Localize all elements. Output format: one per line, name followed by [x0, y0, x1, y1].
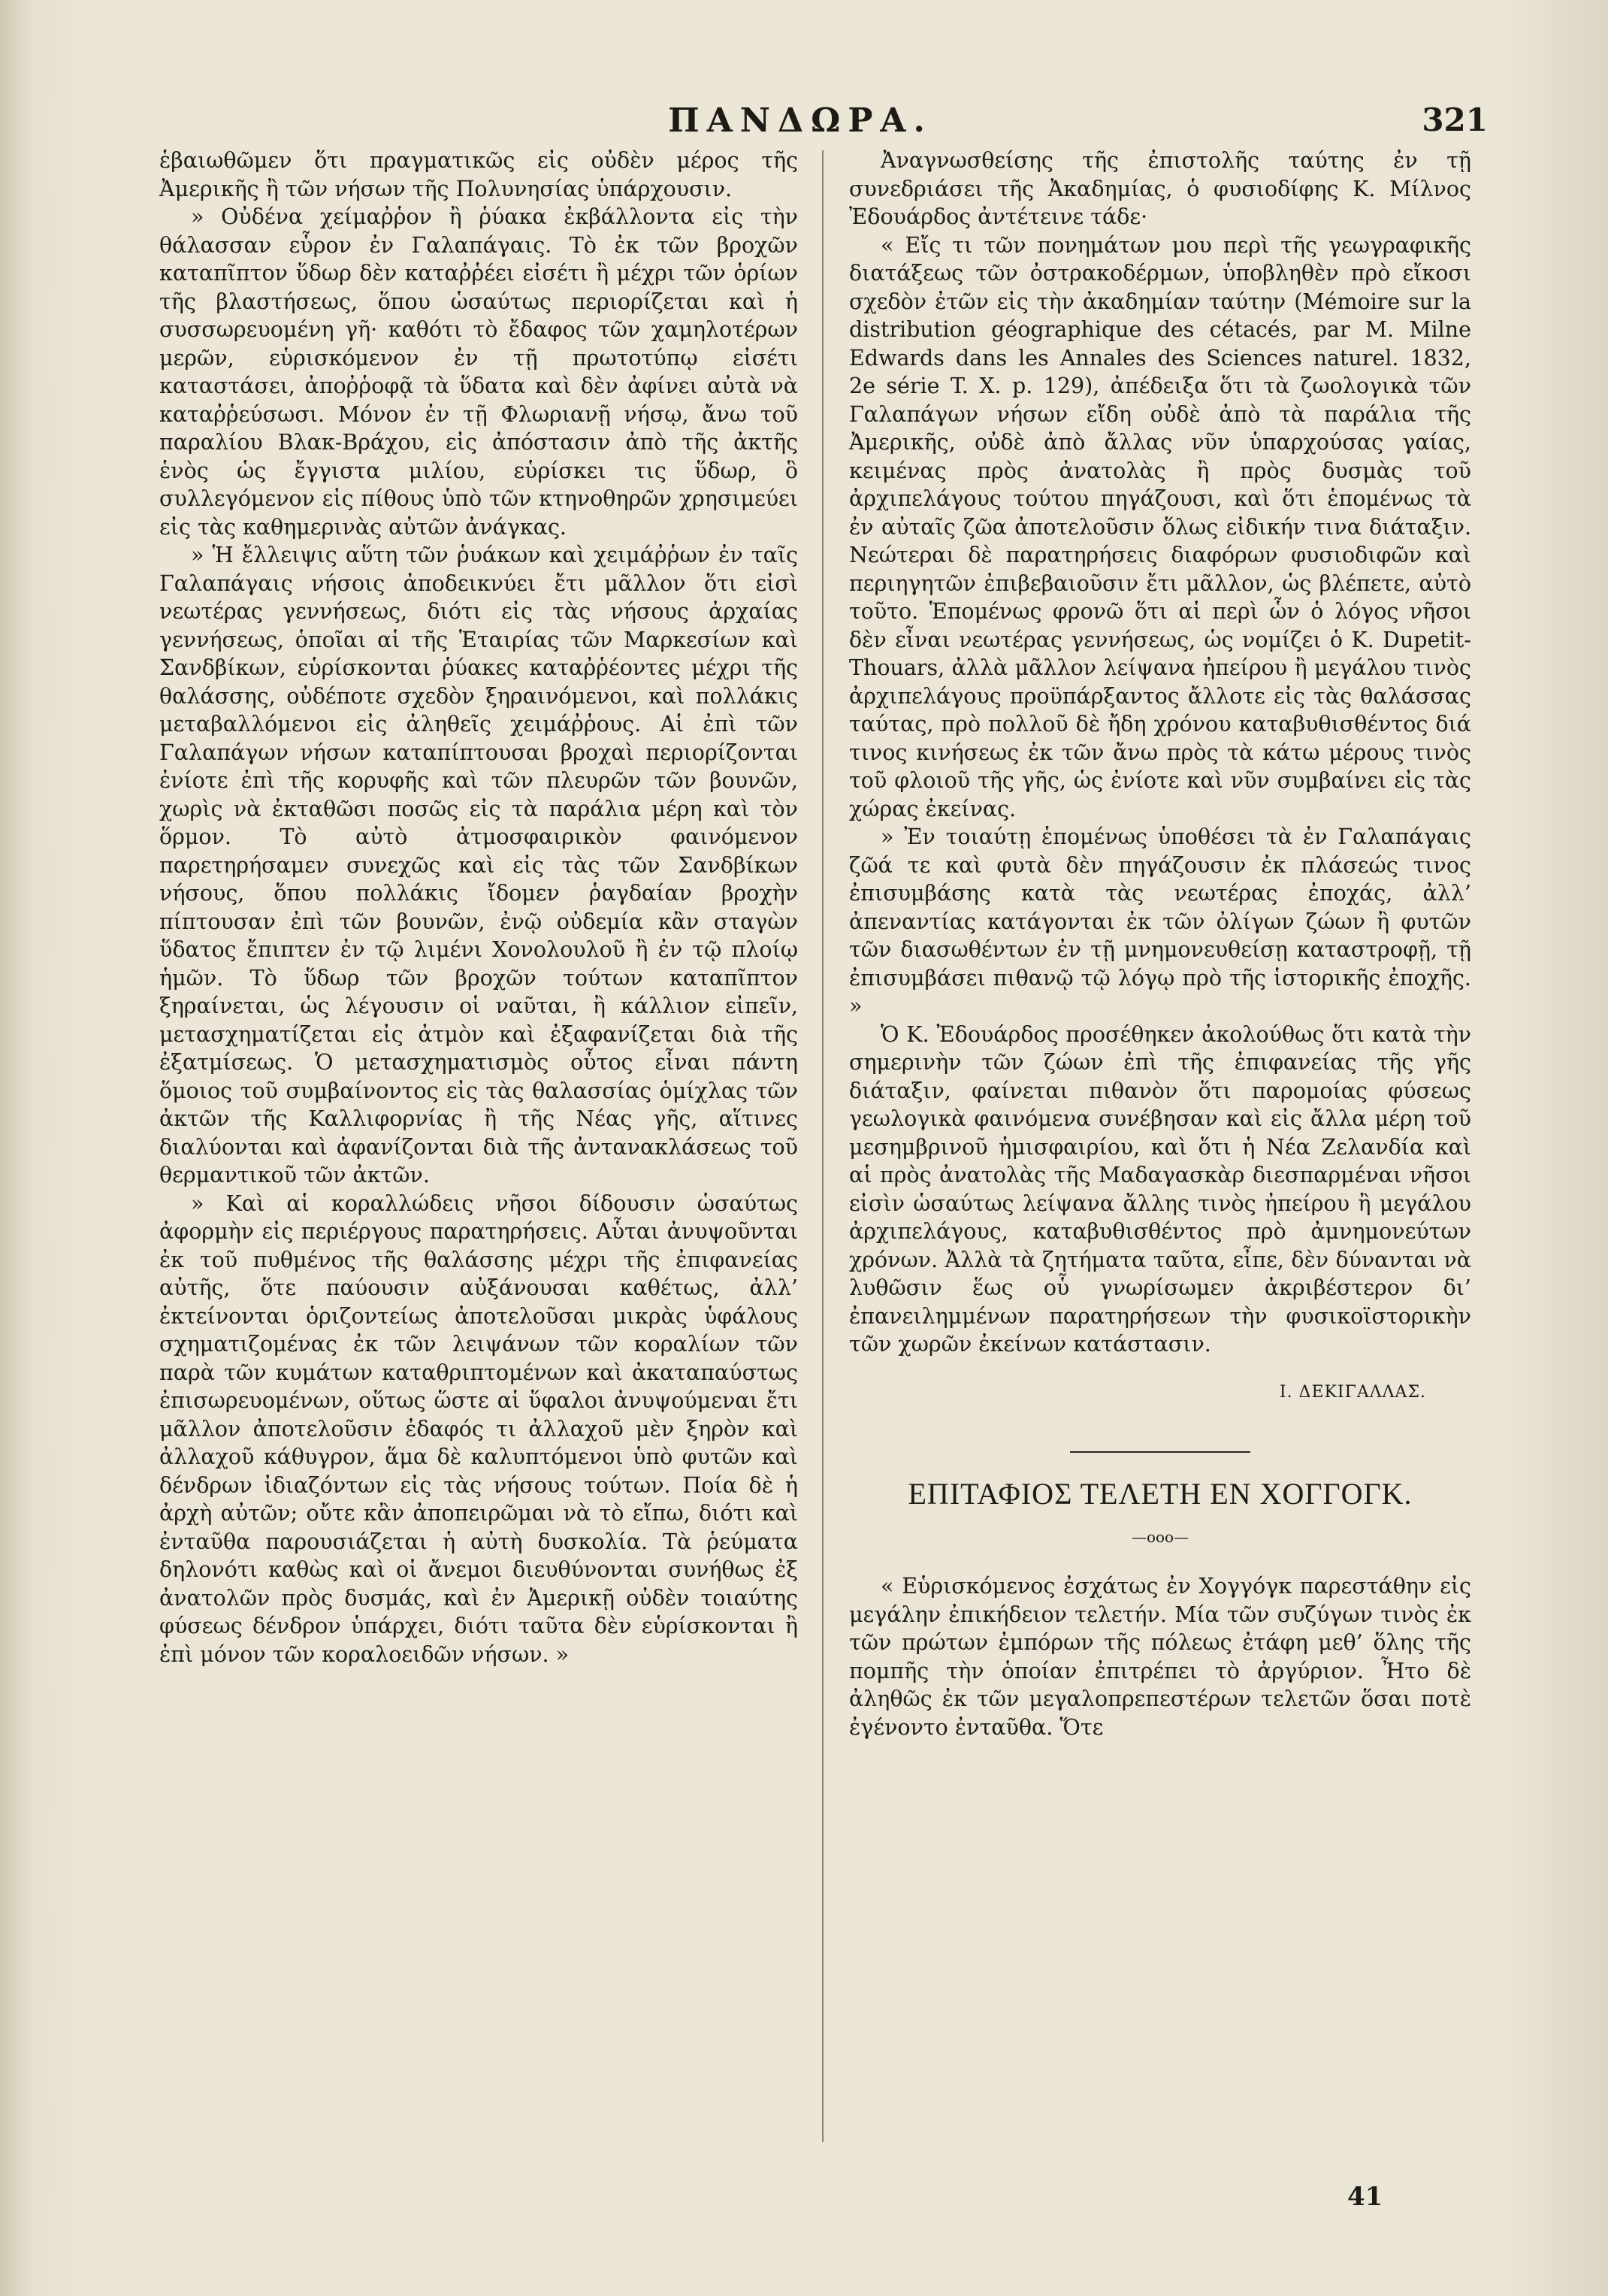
page-header — [113, 101, 1488, 147]
paragraph: Ὁ Κ. Ἐδουάρδος προσέθηκεν ἀκολούθως ὅτι κατὰ τὴν σημερινὴν τῶν ζώων ἐπὶ τῆς ἐπιφανείας τῆς γῆς διάταξιν, φαίνεται πιθανὸν ὅτι παρομοίας φύσεως γεωλογικὰ φαινόμενα συνέβησαν καὶ εἰς ἄλλα μέρη τοῦ μεσημβρινοῦ ἡμισφαιρίου, καὶ ὅτι ἡ Νέα Ζελανδία καὶ αἱ πρὸς ἀνατολὰς τῆς Μαδαγασκὰρ διεσπαρμέναι νῆσοι εἰσὶν ὡσαύτως λείψανα ἄλλης τινὸς ἠπείρου ἢ μεγάλου ἀρχιπελάγους, καταβυθισθέντος πρὸ ἀμνημονεύτων χρόνων. Ἀλλὰ τὰ ζητήματα ταῦτα, εἶπε, δὲν δύνανται νὰ λυθῶσιν ἕως οὗ γνωρίσωμεν ἀκριβέστερον δι’ ἐπανειλημμένων παρατηρήσεων τὴν φυσικοϊστορικὴν τῶν χωρῶν ἐκείνων κατάστασιν. — [849, 1021, 1471, 1357]
paragraph: » Οὐδένα χείμαῤῥον ἢ ῥύακα ἐκβάλλοντα εἰς τὴν θάλασσαν εὗρον ἐν Γαλαπάγαις. Τὸ ἐκ τῶν βροχῶν καταπῖπτον ὕδωρ δὲν καταῤῥέει εἰσέτι ἢ μέχρι τῶν ὁρίων τῆς βλαστήσεως, ὅπου ὡσαύτως περιορίζεται καὶ ἡ συσσωρευομένη γῆ· καθότι τὸ ἔδαφος τῶν χαμηλοτέρων μερῶν, εὑρισκόμενον ἐν τῇ πρωτοτύπῳ εἰσέτι καταστάσει, ἀποῤῥοφᾷ τὰ ὕδατα καὶ δὲν ἀφίνει αὐτὰ νὰ καταῤῥεύσωσι. Μόνον ἐν τῇ Φλωριανῇ νήσῳ, ἄνω τοῦ παραλίου Βλακ-Βράχου, εἰς ἀπόστασιν ἀπὸ τῆς ἀκτῆς ἑνὸς ὡς ἔγγιστα μιλίου, εὑρίσκει τις ὕδωρ, ὃ συλλεγόμενον εἰς πίθους ὑπὸ τῶν κτηνοθηρῶν χρησιμεύει εἰς τὰς καθημερινὰς αὐτῶν ἀνάγκας. — [159, 204, 798, 540]
paragraph: ἑβαιωθῶμεν ὅτι πραγματικῶς εἰς οὐδὲν μέρος τῆς Ἀμερικῆς ἢ τῶν νήσων τῆς Πολυνησίας ὑπάρχουσιν. — [159, 148, 798, 201]
column-divider — [822, 150, 824, 2142]
running-title: ΠΑΝΔΩΡΑ. — [668, 101, 932, 140]
page-number: 321 — [1422, 101, 1488, 138]
section-title: ΕΠΙΤΑΦΙΟΣ ΤΕΛΕΤΗ ΕΝ ΧΟΓΓΟΓΚ. — [908, 1477, 1413, 1511]
section-separator — [1070, 1451, 1250, 1453]
section-ornament: —ooo— — [1131, 1527, 1189, 1546]
paragraph: « Εὑρισκόμενος ἐσχάτως ἐν Χογγόγκ παρεστάθην εἰς μεγάλην ἐπικήδειον τελετήν. Μία τῶν συζύγων τινὸς ἐκ τῶν πρώτων ἐμπόρων τῆς πόλεως ἐτάφη μεθ’ ὅλης τῆς πομπῆς τὴν ὁποίαν ἐπιτρέπει τὸ ἀργύριον. Ἦτο δὲ ἀληθῶς ἐκ τῶν μεγαλοπρεπεστέρων τελετῶν ὅσαι ποτὲ ἐγένοντο ἐνταῦθα. Ὅτε — [849, 1574, 1471, 1740]
paragraph: » Ἡ ἔλλειψις αὕτη τῶν ῥυάκων καὶ χειμάῤῥων ἐν ταῖς Γαλαπάγαις νήσοις ἀποδεικνύει ἔτι μᾶλλον ὅτι εἰσὶ νεωτέρας γεννήσεως, διότι εἰς τὰς νήσους ἀρχαίας γεννήσεως, ὁποῖαι αἱ τῆς Ἑταιρίας τῶν Μαρκεσίων καὶ Σανδβίκων, εὑρίσκονται ῥύακες καταῤῥέοντες μέχρι τῆς θαλάσσης, οὐδέποτε σχεδὸν ξηραινόμενοι, καὶ πολλάκις μεταβαλλόμενοι εἰς ἀληθεῖς χειμάῤῥους. Αἱ ἐπὶ τῶν Γαλαπάγων νήσων καταπίπτουσαι βροχαὶ περιορίζονται ἐνίοτε ἐπὶ τῆς κορυφῆς καὶ τῶν πλευρῶν τῶν βουνῶν, χωρὶς νὰ ἐκταθῶσι ποσῶς εἰς τὰ παράλια μέρη καὶ τὸν ὅρμον. Τὸ αὐτὸ ἀτμοσφαιρικὸν φαινόμενον παρετηρήσαμεν συνεχῶς καὶ εἰς τὰς τῶν Σανδβίκων νήσους, ὅπου πολλάκις ἴδομεν ῥαγδαίαν βροχὴν πίπτουσαν ἐπὶ τῶν βουνῶν, ἐνῷ οὐδεμία κἂν σταγὼν ὕδατος ἔπιπτεν ἐν τῷ λιμένι Χονολουλοῦ ἢ ἐν τῷ πλοίῳ ἡμῶν. Τὸ ὕδωρ τῶν βροχῶν τούτων καταπῖπτον ξηραίνεται, ὡς λέγουσιν οἱ ναῦται, ἢ κάλλιον εἰπεῖν, μετασχηματίζεται εἰς ἀτμὸν καὶ ἐξαφανίζεται διὰ τῆς ἐξατμίσεως. Ὁ μετασχηματισμὸς οὗτος εἶναι πάντη ὅμοιος τοῦ συμβαίνοντος εἰς τὰς θαλασσίας ὁμίχλας τῶν ἀκτῶν τῆς Καλλιφορνίας ἢ τῆς Νέας γῆς, αἵτινες διαλύονται καὶ ἀφανίζονται διὰ τῆς ἀντανακλάσεως τοῦ θερμαντικοῦ τῶν ἀκτῶν. — [159, 543, 798, 1187]
left-column — [159, 147, 798, 1668]
paragraph: » Καὶ αἱ κοραλλώδεις νῆσοι δίδουσιν ὡσαύτως ἀφορμὴν εἰς περιέργους παρατηρήσεις. Αὗται ἀνυψοῦνται ἐκ τοῦ πυθμένος τῆς θαλάσσης μέχρι τῆς ἐπιφανείας αὐτῆς, ὅτε παύουσιν αὐξάνουσαι καθέτως, ἀλλ’ ἐκτείνονται ὁριζοντείως ἀποτελοῦσαι μικρὰς ὑφάλους σχηματιζομένας ἐκ τῶν λειψάνων τῶν κοραλίων τῶν παρὰ τῶν κυμάτων καταθριπτομένων καὶ ἀκαταπαύστως ἐπισωρευομένων, οὕτως ὥστε αἱ ὕφαλοι ἀνυψούμεναι ἔτι μᾶλλον ἀποτελοῦσιν ἐδαφός τι ἀλλαχοῦ μὲν ξηρὸν καὶ ἀλλαχοῦ κάθυγρον, ἅμα δὲ καλυπτόμενοι ὑπὸ φυτῶν καὶ δένδρων ἰδιαζόντων εἰς τὰς νήσους τούτων. Ποία δὲ ἡ ἀρχὴ αὐτῶν; οὔτε κἂν ἀποπειρῶμαι νὰ τὸ εἴπω, διότι καὶ ἐνταῦθα παρουσιάζεται ἡ αὐτὴ δυσκολία. Τὰ ῥεύματα δηλονότι καθὼς καὶ οἱ ἄνεμοι διευθύνονται συνήθως ἐξ ἀνατολῶν πρὸς δυσμάς, καὶ ἐν Ἀμερικῇ οὐδὲν τοιαύτης φύσεως δένδρον ὑπάρχει, διότι ταῦτα δὲν εὑρίσκονται ἢ ἐπὶ μόνον τῶν κοραλοειδῶν νήσων. » — [159, 1190, 798, 1667]
signature-mark: 41 — [1347, 2182, 1383, 2212]
paragraph: « Εἴς τι τῶν πονημάτων μου περὶ τῆς γεωγραφικῆς διατάξεως τῶν ὀστρακοδέρμων, ὑποβληθὲν πρὸ εἴκοσι σχεδὸν ἐτῶν εἰς τὴν ἀκαδημίαν ταύτην (Mémoire sur la distribution géographique des cétacés, par M. Milne Edwards dans les Annales des Sciences naturel. 1832, 2e série T. X. p. 129), ἀπέδειξα ὅτι τὰ ζωολογικὰ τῶν Γαλαπάγων νήσων εἴδη οὐδὲ ἀπὸ τὰ παράλια τῆς Ἀμερικῆς, οὐδὲ ἀπὸ ἄλλας νῦν ὑπαρχούσας γαίας, κειμένας πρὸς ἀνατολὰς ἢ πρὸς δυσμὰς τοῦ ἀρχιπελάγους τούτου πηγάζουσι, καὶ ὅτι ἑπομένως τὰ ἐν αὐταῖς ζῶα ἀποτελοῦσιν ὅλως εἰδικήν τινα διάταξιν. Νεώτεραι δὲ παρατηρήσεις διαφόρων φυσιοδιφῶν καὶ περιηγητῶν ἐπιβεβαιοῦσιν ἔτι μᾶλλον, ὡς βλέπετε, αὐτὸ τοῦτο. Ἑπομένως φρονῶ ὅτι αἱ περὶ ὧν ὁ λόγος νῆσοι δὲν εἶναι νεωτέρας γεννήσεως, ὡς νομίζει ὁ Κ. Dupetit-Thouars, ἀλλὰ μᾶλλον λείψανα ἠπείρου ἢ μεγάλου τινὸς ἀρχιπελάγους προϋπάρξαντος ἄλλοτε εἰς τὰς θαλάσσας ταύτας, πρὸ πολλοῦ δὲ ἤδη χρόνου καταβυθισθέντος διά τινος κινήσεως ἐκ τῶν ἄνω πρὸς τὰ κάτω μέρους τινὸς τοῦ φλοιοῦ τῆς γῆς, ὡς ἐνίοτε καὶ νῦν συμβαίνει εἰς τὰς χώρας ἐκείνας. — [849, 232, 1471, 821]
paragraph: Ἀναγνωσθείσης τῆς ἐπιστολῆς ταύτης ἐν τῇ συνεδριάσει τῆς Ἀκαδημίας, ὁ φυσιοδίφης Κ. Μίλνος Ἐδουάρδος ἀντέτεινε τάδε· — [849, 148, 1471, 229]
author-signature: Ι. ΔΕΚΙΓΑΛΛΑΣ. — [1279, 1382, 1426, 1402]
paragraph: » Ἐν τοιαύτῃ ἑπομένως ὑποθέσει τὰ ἐν Γαλαπάγαις ζῶά τε καὶ φυτὰ δὲν πηγάζουσιν ἐκ πλάσεώς τινος ἐπισυμβάσης κατὰ τὰς νεωτέρας ἐποχάς, ἀλλ’ ἀπεναντίας κατάγονται ἐκ τῶν ὀλίγων ζώων ἢ φυτῶν τῶν διασωθέντων ἐν τῇ μνημονευθείσῃ καταστροφῇ, τῇ ἐπισυμβάσει πιθανῷ τῷ λόγῳ πρὸ τῆς ἱστορικῆς ἐποχῆς. » — [849, 824, 1471, 1018]
right-column — [849, 147, 1471, 1741]
